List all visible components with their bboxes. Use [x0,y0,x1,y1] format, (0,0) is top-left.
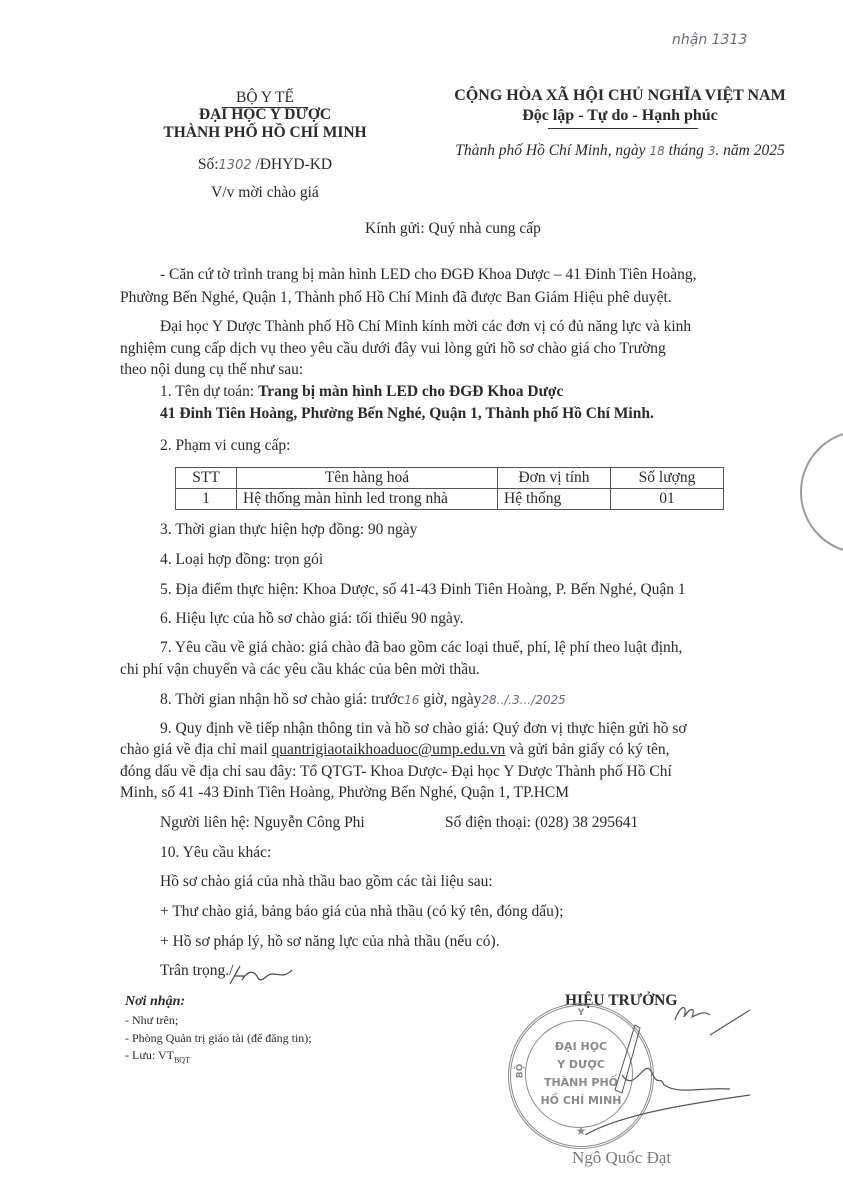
basis-line-2: Phường Bến Nghé, Quận 1, Thành phố Hồ Chí Minh đã được Ban Giám Hiệu phê duyệt. [120,289,672,306]
recipient-subscript: BQT [173,1055,190,1065]
table-cell: Hệ thống màn hình led trong nhà [237,489,498,510]
initials-scribble [226,962,296,990]
table-header-cell: Số lượng [611,468,724,489]
country-name: CỘNG HÒA XÃ HỘI CHỦ NGHĨA VIỆT NAM [454,87,786,104]
ministry-name: BỘ Y TẾ [236,89,294,106]
date-month-label: tháng [664,142,708,159]
recipient-item-archive [125,1048,190,1064]
item-9-line-2-prefix: chào giá về địa chỉ mail [120,741,272,758]
invite-line-3: theo nội dung cụ thể như sau: [120,361,304,378]
table-header-cell: Đơn vị tính [498,468,611,489]
closing: Trân trọng./ [160,962,234,979]
item-4: 4. Loại hợp đồng: trọn gói [160,551,324,568]
item-8-hour-handwritten: 16 [404,693,420,707]
addressee: Kính gửi: Quý nhà cung cấp [365,220,541,237]
document-number-handwritten: 1302 [218,158,252,173]
document-number-prefix: Số: [197,156,219,173]
doc-item-1: + Thư chào giá, bảng báo giá của nhà thầu (có ký tên, đóng dấu); [160,903,564,920]
invite-line-2: nghiệm cung cấp dịch vụ theo yêu cầu dưới đây vui lòng gửi hồ sơ chào giá cho Trường [120,340,666,357]
item-9-line-3: đóng dấu về địa chỉ sau đây: Tổ QTGT- Khoa Dược- Đại học Y Dược Thành phố Hồ Chí [120,763,672,780]
seal-ring-top: Y [577,1008,585,1018]
table-cell: Hệ thống [498,489,611,510]
recipients-title: Nơi nhận: [125,994,186,1009]
recipient-item: - Phòng Quản trị giáo tài (để đăng tin); [125,1031,312,1045]
contact-person: Người liên hệ: Nguyễn Công Phi [160,814,365,831]
item-9-line-2 [120,741,670,759]
item-8-prefix: 8. Thời gian nhận hồ sơ chào giá: trước [160,691,405,708]
docs-intro: Hồ sơ chào giá của nhà thầu bao gồm các tài liệu sau: [160,873,493,890]
date-day-handwritten: 18 [649,144,665,158]
item-9-line-1: 9. Quy định về tiếp nhận thông tin và hồ sơ chào giá: Quý đơn vị thực hiện gửi hồ sơ [160,720,687,737]
seal-ring-left: BỘ [515,1063,526,1079]
signer-name: Ngô Quốc Đạt [572,1148,672,1167]
date-year: . năm 2025 [715,142,785,159]
date-month-handwritten: 3 [707,144,716,158]
table-header-cell: STT [176,468,237,489]
item-8-mid: giờ, ngày [419,691,482,708]
invite-line-1: Đại học Y Dược Thành phố Hồ Chí Minh kính mời các đơn vị có đủ năng lực và kinh [160,318,692,335]
seal-star-icon: ★ [575,1124,587,1138]
table-row [176,489,724,510]
item-1-value-line1: Trang bị màn hình LED cho ĐGĐ Khoa Dược [258,383,564,400]
item-1 [160,383,563,401]
university-name-line1: ĐẠI HỌC Y DƯỢC [198,106,332,123]
motto-underline [548,128,698,129]
document-subject: V/v mời chào giá [211,184,319,201]
item-8 [160,691,566,709]
table-header-cell: Tên hàng hoá [237,468,498,489]
item-3: 3. Thời gian thực hiện hợp đồng: 90 ngày [160,521,418,538]
recipient-item: - Như trên; [125,1013,179,1027]
item-5: 5. Địa điểm thực hiện: Khoa Dược, số 41-43 Đinh Tiên Hoàng, P. Bến Nghé, Quận 1 [160,581,686,598]
item-1-label: 1. Tên dự toán: [160,383,259,400]
item-9-line-2-suffix: và gửi bản giấy có ký tên, [505,741,670,758]
seal-line-3: THÀNH PHỐ [543,1076,619,1089]
email-link[interactable]: quantrigiaotaikhoaduoc@ump.edu.vn [271,741,506,758]
national-motto: Độc lập - Tự do - Hạnh phúc [522,107,718,124]
university-name-line2: THÀNH PHỐ HỒ CHÍ MINH [163,124,367,141]
table-cell: 01 [611,489,724,510]
seal-line-2: Y DƯỢC [557,1058,605,1071]
item-7-line-2: chi phí vận chuyển và các yêu cầu khác của bên mời thầu. [120,661,480,678]
document-number [130,156,400,174]
item-7-line-1: 7. Yêu cầu về giá chào: giá chào đã bao gồm các loại thuế, phí, lệ phí theo luật định, [160,639,683,656]
partial-page-seal [800,430,843,554]
item-1-value-line2: 41 Đinh Tiên Hoàng, Phường Bến Nghé, Quận 1, Thành phố Hồ Chí Minh. [160,405,654,422]
document-date [405,142,835,160]
item-10: 10. Yêu cầu khác: [160,844,272,861]
table-cell: 1 [176,489,237,510]
item-9-line-4: Minh, số 41 -43 Đinh Tiên Hoàng, Phường Bến Nghé, Quận 1, TP.HCM [120,784,570,801]
handwritten-received-note: nhận 1313 [672,32,748,48]
signature-title: HIỆU TRƯỞNG [565,992,678,1009]
basis-line-1: - Căn cứ tờ trình trang bị màn hình LED cho ĐGĐ Khoa Dược – 41 Đinh Tiên Hoàng, [160,266,697,283]
goods-table [175,467,724,510]
item-8-date-handwritten: 28../.3.../2025 [481,693,566,707]
table-header-row [176,468,724,489]
contact-phone: Số điện thoại: (028) 38 295641 [445,814,639,831]
seal-line-4: HỒ CHÍ MINH [540,1094,622,1107]
doc-item-2: + Hồ sơ pháp lý, hồ sơ năng lực của nhà thầu (nếu có). [160,933,500,950]
item-6: 6. Hiệu lực của hồ sơ chào giá: tối thiểu 90 ngày. [160,610,464,627]
recipient-item: - Lưu: VT [125,1048,174,1062]
document-number-suffix: /ĐHYD-KD [251,156,333,173]
item-2: 2. Phạm vi cung cấp: [160,437,291,454]
seal-line-1: ĐẠI HỌC [554,1040,608,1053]
handwritten-signature [560,995,760,1135]
date-prefix: Thành phố Hồ Chí Minh, ngày [455,142,650,159]
